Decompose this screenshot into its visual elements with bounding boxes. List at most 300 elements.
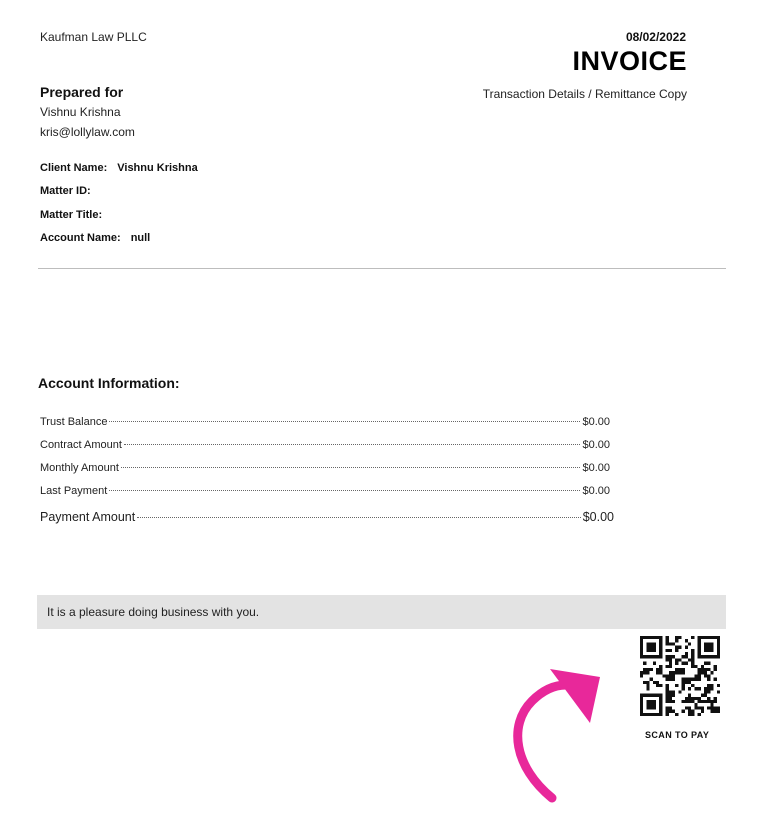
qr-module [678, 646, 681, 649]
qr-module [666, 658, 669, 661]
qr-module [646, 687, 649, 690]
firm-name: Kaufman Law PLLC [40, 30, 147, 44]
qr-module [682, 671, 685, 674]
qr-module [691, 684, 694, 687]
qr-module [653, 646, 656, 649]
qr-module [650, 668, 653, 671]
qr-module [685, 662, 688, 665]
qr-module [707, 649, 710, 652]
qr-module [698, 687, 701, 690]
qr-module [685, 639, 688, 642]
qr-module [666, 639, 669, 642]
qr-module [694, 706, 697, 709]
qr-module [640, 639, 643, 642]
qr-module [646, 681, 649, 684]
qr-module [691, 710, 694, 713]
qr-module [714, 706, 717, 709]
account-row-value: $0.00 [582, 485, 610, 497]
qr-module [694, 687, 697, 690]
qr-module [646, 671, 649, 674]
qr-module [646, 646, 649, 649]
qr-module [643, 655, 646, 658]
qr-module [704, 642, 707, 645]
qr-module [659, 639, 662, 642]
qr-module [669, 665, 672, 668]
qr-module [646, 713, 649, 716]
qr-module [653, 700, 656, 703]
scan-to-pay-label: SCAN TO PAY [645, 730, 710, 740]
qr-module [675, 658, 678, 661]
qr-code-icon[interactable] [640, 636, 720, 716]
qr-module [691, 700, 694, 703]
qr-module [666, 636, 669, 639]
qr-module [646, 642, 649, 645]
qr-module [669, 662, 672, 665]
qr-module [698, 674, 701, 677]
qr-module [685, 697, 688, 700]
qr-module [688, 678, 691, 681]
qr-module [710, 636, 713, 639]
qr-module [659, 646, 662, 649]
qr-module [662, 674, 665, 677]
qr-module [640, 694, 643, 697]
section-divider [38, 268, 726, 269]
qr-module [672, 694, 675, 697]
qr-module [650, 646, 653, 649]
qr-module [691, 713, 694, 716]
qr-module [669, 671, 672, 674]
account-name-row [40, 232, 198, 255]
qr-module [666, 694, 669, 697]
qr-module [659, 706, 662, 709]
client-fields [40, 162, 198, 255]
qr-module [656, 694, 659, 697]
field-label: Client Name: [40, 162, 108, 174]
qr-module [650, 713, 653, 716]
account-row-value: $0.00 [582, 439, 610, 451]
qr-module [656, 713, 659, 716]
qr-module [682, 700, 685, 703]
qr-module [643, 662, 646, 665]
qr-module [714, 697, 717, 700]
qr-module [666, 684, 669, 687]
qr-module [669, 690, 672, 693]
matter-id-row [40, 185, 198, 208]
qr-module [682, 681, 685, 684]
qr-module [653, 706, 656, 709]
qr-module [678, 668, 681, 671]
qr-module [691, 652, 694, 655]
qr-module [714, 636, 717, 639]
qr-module [650, 636, 653, 639]
qr-module [714, 665, 717, 668]
account-row-value: $0.00 [582, 510, 614, 524]
qr-module [659, 684, 662, 687]
qr-module [691, 636, 694, 639]
qr-module [653, 703, 656, 706]
qr-module [688, 658, 691, 661]
qr-module [659, 665, 662, 668]
qr-module [714, 678, 717, 681]
qr-module [685, 652, 688, 655]
qr-module [643, 681, 646, 684]
thank-you-message: It is a pleasure doing business with you. [47, 605, 260, 619]
qr-module [682, 687, 685, 690]
thank-you-bar [37, 595, 726, 629]
account-row-label: Contract Amount [40, 439, 122, 451]
qr-module [701, 700, 704, 703]
qr-module [698, 668, 701, 671]
qr-module [672, 710, 675, 713]
qr-module [707, 678, 710, 681]
qr-module [672, 655, 675, 658]
qr-module [698, 655, 701, 658]
qr-module [694, 678, 697, 681]
qr-module [698, 639, 701, 642]
qr-module [675, 713, 678, 716]
qr-module [710, 642, 713, 645]
dot-leader [109, 421, 580, 422]
qr-module [707, 690, 710, 693]
qr-module [685, 646, 688, 649]
qr-module [643, 671, 646, 674]
qr-module [688, 706, 691, 709]
qr-module [640, 703, 643, 706]
qr-module [669, 649, 672, 652]
qr-module [656, 681, 659, 684]
qr-module [682, 662, 685, 665]
qr-module [653, 649, 656, 652]
qr-module [669, 697, 672, 700]
qr-module [650, 694, 653, 697]
qr-module [698, 706, 701, 709]
qr-module [688, 642, 691, 645]
qr-module [691, 655, 694, 658]
qr-module [653, 713, 656, 716]
qr-module [666, 697, 669, 700]
qr-module [675, 662, 678, 665]
account-row-payment-amount [40, 510, 614, 533]
qr-module [698, 697, 701, 700]
qr-module [682, 710, 685, 713]
qr-module [707, 662, 710, 665]
qr-module [717, 649, 720, 652]
qr-module [666, 706, 669, 709]
qr-module [698, 713, 701, 716]
qr-module [675, 646, 678, 649]
qr-module [704, 694, 707, 697]
qr-module [640, 710, 643, 713]
qr-module [698, 636, 701, 639]
qr-module [685, 706, 688, 709]
qr-module [694, 703, 697, 706]
account-row-contract-amount [40, 439, 610, 462]
prepared-for-name: Vishnu Krishna [40, 105, 121, 119]
qr-module [666, 710, 669, 713]
qr-module [717, 646, 720, 649]
matter-title-row [40, 209, 198, 232]
qr-module [669, 642, 672, 645]
qr-module [698, 652, 701, 655]
qr-module [694, 674, 697, 677]
invoice-subtitle: Transaction Details / Remittance Copy [482, 87, 687, 101]
qr-module [698, 678, 701, 681]
qr-module [688, 687, 691, 690]
qr-module [701, 636, 704, 639]
qr-module [659, 652, 662, 655]
dot-leader [124, 444, 581, 445]
qr-module [675, 639, 678, 642]
qr-module [646, 703, 649, 706]
qr-module [678, 658, 681, 661]
qr-module [688, 681, 691, 684]
qr-module [717, 636, 720, 639]
qr-module [710, 684, 713, 687]
qr-module [682, 668, 685, 671]
qr-module [710, 687, 713, 690]
qr-module [646, 700, 649, 703]
qr-module [640, 671, 643, 674]
qr-module [672, 678, 675, 681]
qr-module [704, 636, 707, 639]
qr-module [704, 646, 707, 649]
qr-module [704, 662, 707, 665]
qr-module [710, 646, 713, 649]
qr-module [714, 700, 717, 703]
qr-module [672, 674, 675, 677]
qr-module [701, 694, 704, 697]
qr-module [714, 668, 717, 671]
qr-module [643, 713, 646, 716]
qr-module [704, 671, 707, 674]
qr-module [675, 668, 678, 671]
qr-module [666, 665, 669, 668]
qr-module [669, 655, 672, 658]
qr-module [650, 642, 653, 645]
qr-module [691, 697, 694, 700]
qr-module [672, 690, 675, 693]
qr-module [675, 649, 678, 652]
qr-module [666, 649, 669, 652]
qr-module [675, 684, 678, 687]
qr-module [717, 642, 720, 645]
qr-module [653, 655, 656, 658]
account-row-value: $0.00 [582, 416, 610, 428]
pointer-arrow-icon [500, 655, 610, 805]
qr-module [678, 671, 681, 674]
account-row-value: $0.00 [582, 462, 610, 474]
qr-module [643, 636, 646, 639]
qr-module [707, 674, 710, 677]
qr-module [707, 655, 710, 658]
qr-module [707, 646, 710, 649]
qr-module [659, 697, 662, 700]
prepared-for-heading: Prepared for [40, 84, 124, 100]
qr-module [653, 636, 656, 639]
qr-module [653, 694, 656, 697]
qr-module [682, 678, 685, 681]
qr-module [640, 649, 643, 652]
qr-module [682, 655, 685, 658]
account-row-label: Payment Amount [40, 510, 136, 524]
qr-module [640, 655, 643, 658]
qr-module [707, 636, 710, 639]
qr-module [640, 642, 643, 645]
qr-module [640, 652, 643, 655]
dot-leader [109, 490, 580, 491]
qr-module [698, 642, 701, 645]
qr-module [669, 694, 672, 697]
qr-module [672, 671, 675, 674]
qr-module [691, 649, 694, 652]
qr-module [656, 668, 659, 671]
qr-module [717, 684, 720, 687]
qr-module [688, 694, 691, 697]
qr-module [701, 668, 704, 671]
qr-module [646, 655, 649, 658]
account-row-label: Monthly Amount [40, 462, 119, 474]
qr-module [669, 658, 672, 661]
qr-module [650, 678, 653, 681]
qr-module [701, 665, 704, 668]
qr-module [704, 687, 707, 690]
qr-module [685, 700, 688, 703]
qr-module [707, 697, 710, 700]
account-info-heading: Account Information: [38, 375, 180, 391]
qr-module [640, 674, 643, 677]
qr-module [707, 684, 710, 687]
qr-module [666, 678, 669, 681]
qr-module [714, 655, 717, 658]
qr-module [701, 671, 704, 674]
qr-module [659, 713, 662, 716]
qr-module [701, 706, 704, 709]
qr-module [710, 700, 713, 703]
qr-module [659, 636, 662, 639]
qr-module [704, 700, 707, 703]
account-row-label: Trust Balance [40, 416, 108, 428]
field-label: Matter Title: [40, 208, 103, 221]
qr-module [710, 671, 713, 674]
qr-module [650, 655, 653, 658]
account-row-trust-balance [40, 416, 610, 439]
qr-module [682, 684, 685, 687]
qr-module [704, 690, 707, 693]
qr-module [710, 710, 713, 713]
qr-module [646, 649, 649, 652]
qr-module [707, 668, 710, 671]
qr-module [717, 710, 720, 713]
qr-module [688, 697, 691, 700]
qr-module [653, 681, 656, 684]
invoice-date: 08/02/2022 [625, 30, 686, 44]
qr-module [669, 674, 672, 677]
qr-module [669, 706, 672, 709]
qr-module [659, 655, 662, 658]
qr-module [666, 700, 669, 703]
qr-module [710, 706, 713, 709]
qr-module [656, 684, 659, 687]
qr-module [653, 642, 656, 645]
qr-module [659, 700, 662, 703]
qr-module [698, 649, 701, 652]
qr-module [646, 668, 649, 671]
qr-module [640, 697, 643, 700]
account-row-last-payment [40, 485, 610, 508]
qr-module [688, 713, 691, 716]
qr-module [678, 690, 681, 693]
qr-module [691, 658, 694, 661]
qr-module [669, 710, 672, 713]
qr-module [694, 665, 697, 668]
qr-module [707, 700, 710, 703]
qr-module [691, 678, 694, 681]
account-info-list [40, 416, 614, 533]
qr-module [640, 700, 643, 703]
qr-module [698, 646, 701, 649]
qr-module [666, 642, 669, 645]
qr-module [659, 649, 662, 652]
qr-module [698, 700, 701, 703]
qr-module [714, 710, 717, 713]
qr-module [710, 703, 713, 706]
qr-module [650, 706, 653, 709]
prepared-for-email: kris@lollylaw.com [40, 125, 135, 139]
qr-module [694, 697, 697, 700]
field-value: null [130, 231, 151, 244]
qr-module [659, 642, 662, 645]
qr-module [717, 639, 720, 642]
qr-module [691, 662, 694, 665]
qr-module [710, 655, 713, 658]
field-label: Account Name: [40, 231, 121, 244]
qr-module [666, 655, 669, 658]
qr-module [650, 700, 653, 703]
qr-module [704, 649, 707, 652]
qr-module [675, 636, 678, 639]
qr-module [643, 694, 646, 697]
qr-module [650, 703, 653, 706]
qr-module [707, 642, 710, 645]
qr-module [659, 703, 662, 706]
qr-module [659, 668, 662, 671]
qr-module [717, 655, 720, 658]
qr-module [643, 668, 646, 671]
qr-module [688, 710, 691, 713]
qr-module [685, 678, 688, 681]
qr-module [704, 668, 707, 671]
qr-module [704, 674, 707, 677]
qr-module [710, 649, 713, 652]
qr-module [650, 649, 653, 652]
qr-module [707, 706, 710, 709]
qr-module [701, 655, 704, 658]
qr-module [669, 678, 672, 681]
dot-leader [121, 467, 581, 468]
qr-module [688, 700, 691, 703]
qr-module [678, 636, 681, 639]
qr-module [646, 684, 649, 687]
qr-module [707, 687, 710, 690]
qr-module [666, 687, 669, 690]
qr-module [666, 713, 669, 716]
qr-module [656, 671, 659, 674]
qr-module [653, 662, 656, 665]
qr-module [646, 636, 649, 639]
qr-module [698, 671, 701, 674]
qr-module [646, 694, 649, 697]
qr-module [640, 713, 643, 716]
